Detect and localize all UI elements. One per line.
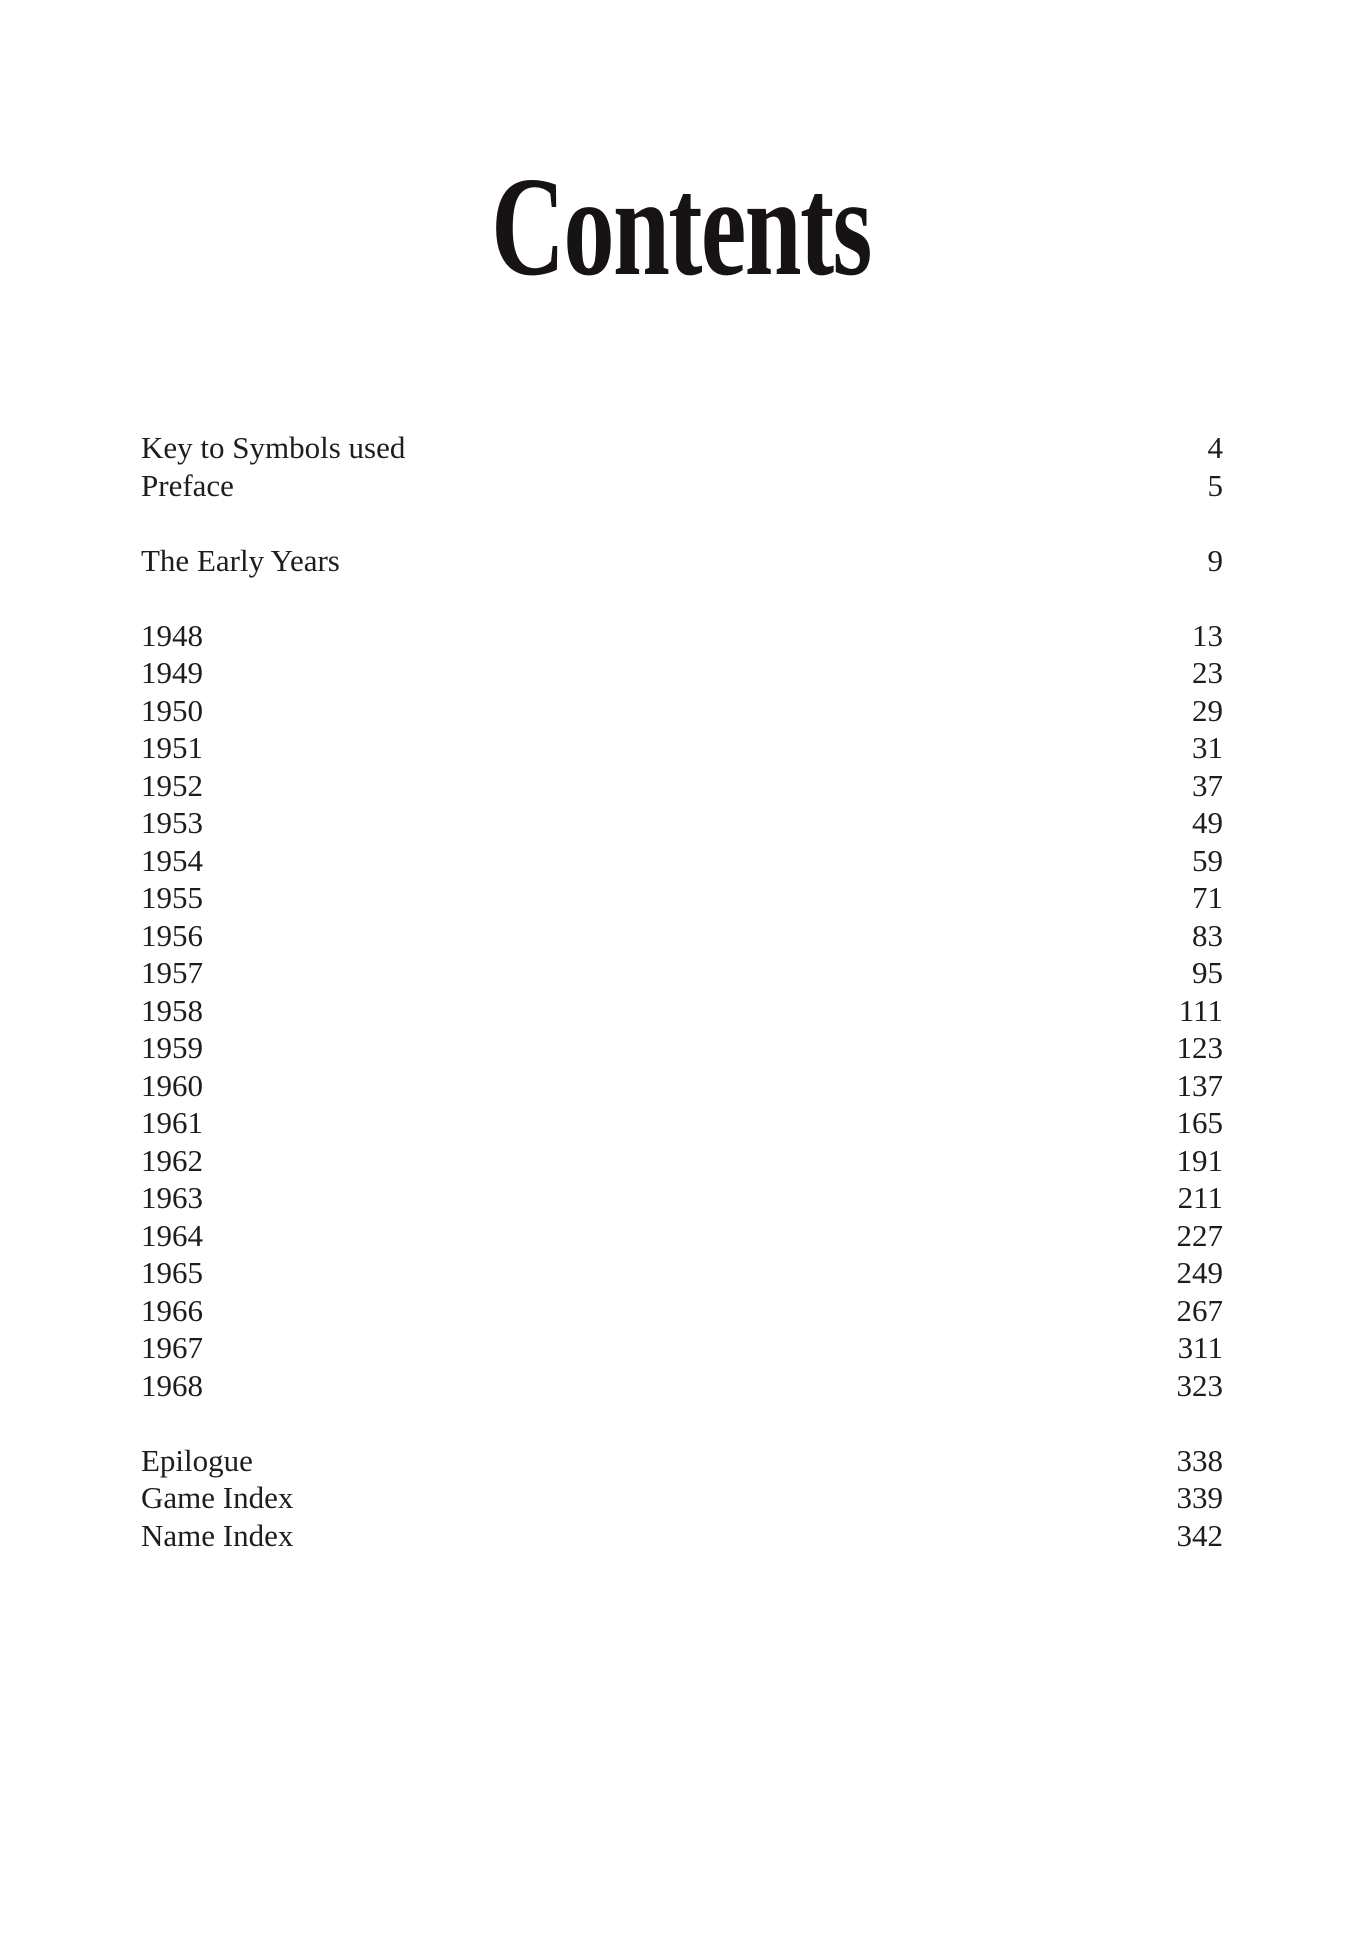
toc-entry-page-number: 13	[1192, 617, 1223, 653]
toc-entry-page-number: 83	[1192, 917, 1223, 953]
toc-entry-page-number: 249	[1176, 1255, 1223, 1290]
toc-entry-page-number: 211	[1177, 1180, 1223, 1215]
toc-entry-label: 1955	[141, 880, 203, 915]
toc-entry-page-number: 137	[1176, 1067, 1223, 1103]
toc-row	[141, 879, 1223, 917]
toc-entry-label: 1966	[141, 1292, 203, 1328]
toc-entry-label: 1950	[141, 692, 203, 728]
toc-section-back-matter	[141, 1442, 1223, 1555]
toc-entry-page-number: 342	[1176, 1517, 1223, 1553]
toc-entry-label: Preface	[141, 467, 234, 503]
toc-entry-label: 1963	[141, 1180, 203, 1215]
toc-entry-page-number: 227	[1176, 1217, 1223, 1253]
toc-row	[141, 954, 1223, 992]
toc-entry-page-number: 311	[1177, 1330, 1223, 1365]
toc-entry-page-number: 49	[1192, 805, 1223, 840]
toc-row	[141, 467, 1223, 505]
toc-row	[141, 1029, 1223, 1067]
toc-entry-page-number: 37	[1192, 767, 1223, 803]
toc-entry-label: 1962	[141, 1142, 203, 1178]
toc-entry-label: 1953	[141, 805, 203, 840]
toc-entry-page-number: 165	[1176, 1105, 1223, 1140]
toc-entry-page-number: 59	[1192, 842, 1223, 878]
toc-entry-label: Key to Symbols used	[141, 430, 406, 465]
toc-section-front-matter	[141, 429, 1223, 504]
toc-section-introduction	[141, 542, 1223, 580]
toc-entry-page-number: 339	[1176, 1480, 1223, 1515]
toc-entry-page-number: 191	[1176, 1142, 1223, 1178]
toc-entry-label: 1960	[141, 1067, 203, 1103]
toc-entry-page-number: 29	[1192, 692, 1223, 728]
toc-row	[141, 542, 1223, 580]
toc-entry-page-number: 23	[1192, 655, 1223, 690]
toc-row	[141, 429, 1223, 467]
toc-row	[141, 1217, 1223, 1255]
toc-row	[141, 1367, 1223, 1405]
toc-row	[141, 917, 1223, 955]
toc-entry-page-number: 123	[1176, 1030, 1223, 1065]
toc-row	[141, 992, 1223, 1030]
toc-row	[141, 1329, 1223, 1367]
toc-row	[141, 1254, 1223, 1292]
toc-row	[141, 1292, 1223, 1330]
toc-row	[141, 842, 1223, 880]
toc-entry-page-number: 4	[1207, 430, 1223, 465]
toc-row	[141, 1479, 1223, 1517]
toc-row	[141, 767, 1223, 805]
toc-entry-page-number: 9	[1207, 542, 1223, 578]
page-title: Contents	[491, 147, 871, 305]
toc-entry-label: 1956	[141, 917, 203, 953]
toc-entry-label: 1967	[141, 1330, 203, 1365]
toc-row	[141, 1442, 1223, 1480]
toc-entry-label: 1958	[141, 992, 203, 1028]
toc-row	[141, 1179, 1223, 1217]
toc-entry-page-number: 338	[1176, 1442, 1223, 1478]
toc-entry-label: 1957	[141, 955, 203, 990]
toc-entry-label: 1961	[141, 1105, 203, 1140]
toc-entry-label: 1949	[141, 655, 203, 690]
toc-entry-label: 1965	[141, 1255, 203, 1290]
toc-row	[141, 804, 1223, 842]
toc-row	[141, 729, 1223, 767]
toc-entry-page-number: 267	[1176, 1292, 1223, 1328]
toc-entry-page-number: 5	[1207, 467, 1223, 503]
toc-row	[141, 654, 1223, 692]
toc-entry-page-number: 95	[1192, 955, 1223, 990]
toc-entry-label: 1959	[141, 1030, 203, 1065]
toc-row	[141, 1517, 1223, 1555]
toc-row	[141, 1067, 1223, 1105]
toc-row	[141, 692, 1223, 730]
toc-list	[141, 429, 1223, 1554]
toc-section-years	[141, 617, 1223, 1405]
toc-entry-page-number: 31	[1192, 730, 1223, 765]
toc-entry-label: 1952	[141, 767, 203, 803]
toc-entry-label: Game Index	[141, 1480, 294, 1515]
toc-entry-label: 1954	[141, 842, 203, 878]
toc-entry-label: 1968	[141, 1367, 203, 1403]
toc-entry-label: 1951	[141, 730, 203, 765]
toc-entry-page-number: 323	[1176, 1367, 1223, 1403]
toc-entry-label: 1948	[141, 617, 203, 653]
toc-row	[141, 1142, 1223, 1180]
toc-entry-label: The Early Years	[141, 542, 340, 578]
toc-entry-label: Epilogue	[141, 1442, 253, 1478]
toc-entry-page-number: 71	[1192, 880, 1223, 915]
toc-entry-label: Name Index	[141, 1517, 294, 1553]
toc-entry-page-number: 111	[1178, 992, 1223, 1028]
toc-row	[141, 1104, 1223, 1142]
toc-row	[141, 617, 1223, 655]
toc-entry-label: 1964	[141, 1217, 203, 1253]
